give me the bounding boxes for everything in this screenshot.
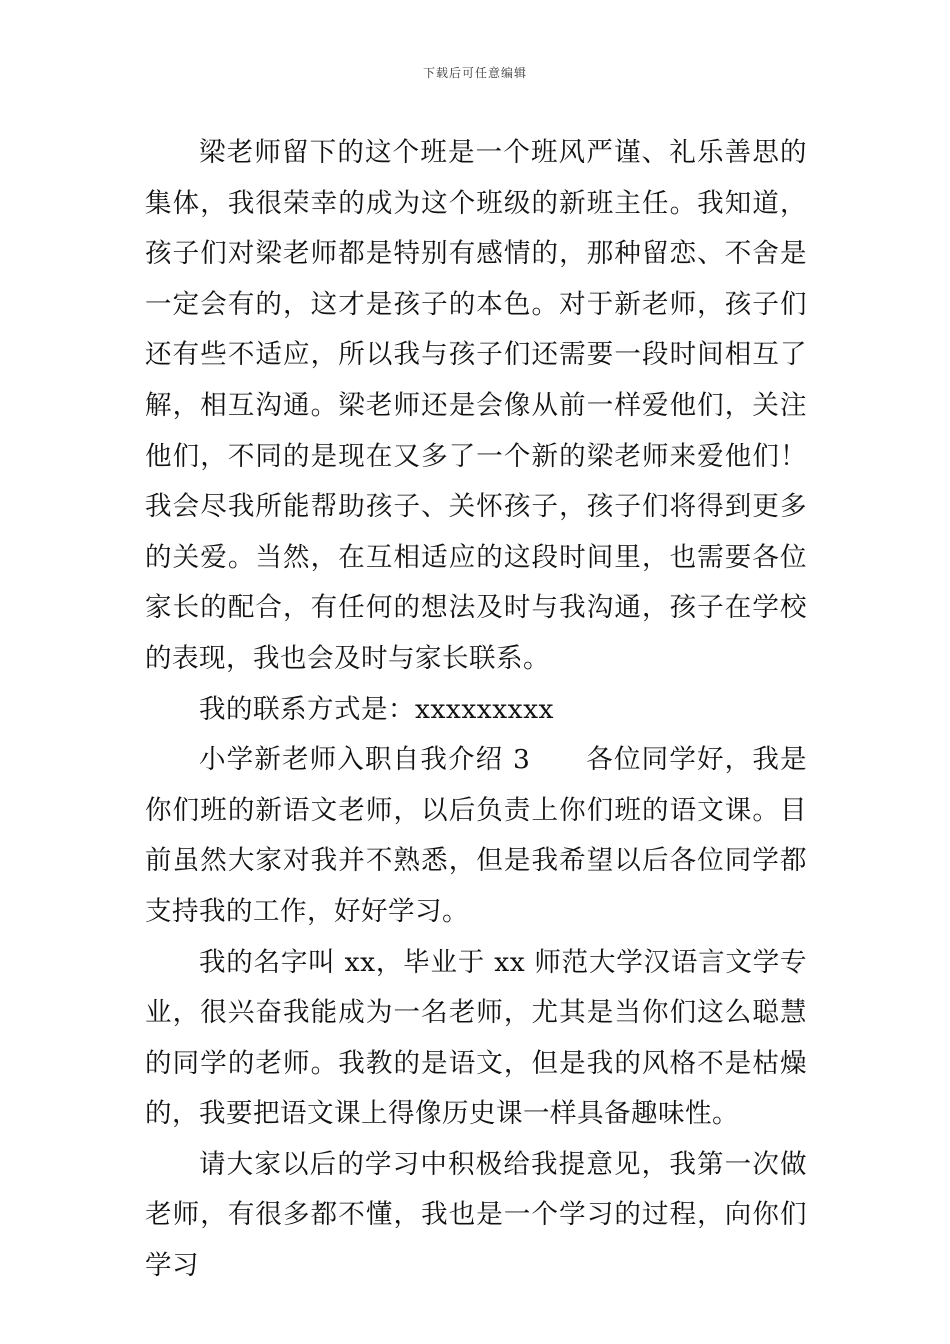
paragraph-class-introduction: 梁老师留下的这个班是一个班风严谨、礼乐善思的集体，我很荣幸的成为这个班级的新班主任。我知道，孩子们对梁老师都是特别有感情的，那种留恋、不舍是一定会有的，这才是孩子的本色。对于新老师，孩子们还有些不适应，所以我与孩子们还需要一段时间相互了解，相互沟通。梁老师还是会像从前一样爱他们，关注他们，不同的是现在又多了一个新的梁老师来爱他们！我会尽我所能帮助孩子、关怀孩子，孩子们将得到更多的关爱。当然，在互相适应的这段时间里，也需要各位家长的配合，有任何的想法及时与我沟通，孩子在学校的表现，我也会及时与家长联系。 bbox=[145, 137, 807, 674]
paragraph-request-feedback: 请大家以后的学习中积极给我提意见，我第一次做老师，有很多都不懂，我也是一个学习的过程，向你们学习 bbox=[145, 1148, 807, 1282]
page-header-note: 下载后可任意编辑 bbox=[422, 66, 527, 80]
paragraph-contact-info: 我的联系方式是：xxxxxxxxx bbox=[199, 693, 555, 725]
document-body bbox=[145, 128, 807, 1292]
paragraph-self-intro-3: 小学新老师入职自我介绍 3 各位同学好，我是你们班的新语文老师，以后负责上你们班的语文课。目前虽然大家对我并不熟悉，但是我希望以后各位同学都支持我的工作，好好学习。 bbox=[145, 744, 807, 927]
paragraph-name-background: 我的名字叫 xx，毕业于 xx 师范大学汉语言文学专业，很兴奋我能成为一名老师，尤其是当你们这么聪慧的同学的老师。我教的是语文，但是我的风格不是枯燥的，我要把语文课上得像历史课一样具备趣味性。 bbox=[145, 946, 807, 1130]
